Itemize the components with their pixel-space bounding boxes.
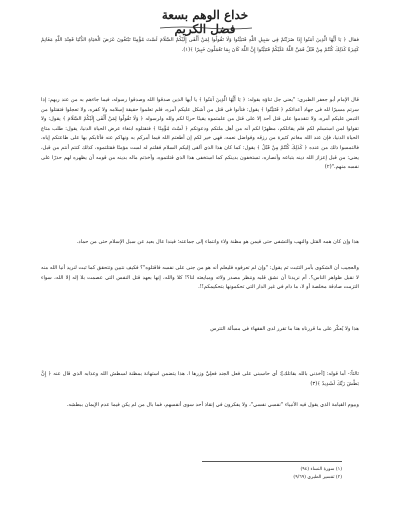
title-underline-ornament	[158, 26, 254, 30]
paragraph-quran-verse: فقال ﴿ يَا أَيُّهَا الَّذِينَ آمَنُوا إِذَا ضَرَبْتُمْ فِي سَبِيلِ اللَّهِ فَتَبَيَّنُوا وَلَا تَقُولُوا لِمَنْ أَلْقَى إِلَيْكُمُ السَّلَامَ لَسْتَ مُؤْمِنًا تَبْتَغُونَ عَرَضَ الْحَيَاةِ الدُّنْيَا فَعِنْدَ اللَّهِ مَغَانِمُ كَثِيرَةٌ كَذَلِكَ كُنْتُمْ مِنْ قَبْلُ فَمَنَّ اللَّهُ عَلَيْكُمْ فَتَبَيَّنُوا إِنَّ اللَّهَ كَانَ بِمَا تَعْمَلُونَ خَبِيرًا ﴾(١).	[41, 37, 359, 53]
footnote-1: (١) سورة النساء (٩٤)	[300, 467, 342, 472]
paragraph-third-point: ثالثاً:- أما قوله: [أخذني بالله بقاتلك]: أي حاسبني على فعل الجند فعلِيَّ وزرها ا. هذا يتضمن استهانة بمظنة لسطش الله وعذابه الذي قال عنه ﴿ إِنَّ بَطْشَ رَبِّكَ لَشَدِيدٌ ﴾(٣)	[41, 371, 359, 387]
paragraph-judgment-day: وبيوم القيامة الذي يقول فيه الأنبياء "نفسي نفسي"، ولا يفكرون في إنقاذ أحد سوى أنفسهم، فما بال من لم يكن فيما عدم الإيمان ببطشه.	[66, 402, 359, 408]
footnote-2: (٢) تفسير الطبري (٩/٦٩)	[293, 475, 342, 480]
footnote-divider	[202, 461, 342, 462]
page-title: خداع الوهم بسعة فضل الكريم	[161, 8, 249, 36]
paragraph-tabari-commentary: قال الإمام أبو جعفر الطبري: "يعني جل ثناؤه بقوله: ﴿ يَا أَيُّهَا الَّذِينَ آمَنُوا ﴾ يا أيها الذين صدقوا الله وصدقوا رسوله، فيما جاءهم به من عند ربهم: إذا سرتم مسيرًا لله في جهاد أعدائكم ﴿ فَتَبَيَّنُوا ﴾ يقول: فتأنوا في قتل من أشكل عليكم أمره، فلم تعلموا حقيقة إسلامه ولا كفره، ولا تعجلوا فتقتلوا من التبس عليكم أمره، ولا تتقدموا على قتل أحد إلا على قتل من علمتموه يقينًا حربًا لكم ولله ولرسوله ﴿ وَلَا تَقُولُوا لِمَنْ أَلْقَى إِلَيْكُمُ السَّلَامَ ﴾ يقول: ولا تقولوا لمن استسلم لكم فلم يقاتلكم، مظهرًا لكم أنه من أهل ملتكم ودعوتكم ﴿ لَسْتَ مُؤْمِنًا ﴾ فتقتلوه ابتغاء عرض الحياة الدنيا، يقول: طلب متاع الحياة الدنيا، فإن عند الله مغانم كثيرة من رزقه وفواضل نعمه، فهي خير لكم إن أطعتم الله فيما أمركم به ونهاكم عنه فأثابكم بها على طاعتكم إياه، فالتمسوا ذلك من عنده ﴿ كَذَلِكَ كُنْتُمْ مِنْ قَبْلُ ﴾ يقول: كما كان هذا الذي ألقى إليكم السلام فقلتم له لست مؤمنًا فقتلتموه، كذلك كنتم أنتم من قبل، يعني: من قبل إعزاز الله دينه بتباعه وأنصاره، تستخفون بدينكم كما استخفى هذا الذي قتلتموه، وأخذتم ماله بدينه من قومه أن يظهره لهم حذرًا على نفسه منهم."(٢)	[41, 97, 359, 171]
paragraph-note: هذا ولا يُعكّر على ما قررناه هنا ما تقرر لدى الفقهاء في مسألة التترس	[210, 326, 359, 332]
paragraph-wonder: والعجيب أن الشكوى بأمر التثبت ثم يقول: "وإن لم تعرفوه فليعلم أنه هو من جنى على نفسه فاقتلوه"؟ فكيف نتبين وتتحقق كما ثبت لنريد أنيا الله منه لا نقبل ظواهر الناس؟. أم نريدنا أن نشق قلبه وننظر مصدر ولائه ومبايعته لنا؟! كلا والله، إنها بعهد قتل النفس التي عصمت بلا إله إلا الله، سواء التزمت صادقة مخلصة أو لا، ما دام في غير الدار التي تحكمونها بتحكيمكم!!.	[41, 265, 359, 291]
footnotes	[250, 466, 342, 482]
paragraph-remark: هذا وإن كان همه القتل والنهب والتشفي حتى فيمن هو مظنة ولاء وانتماء إلى جماعته؛ فيندا عال بعيد عن سبل الإسلام حتى من حماد.	[76, 239, 359, 245]
